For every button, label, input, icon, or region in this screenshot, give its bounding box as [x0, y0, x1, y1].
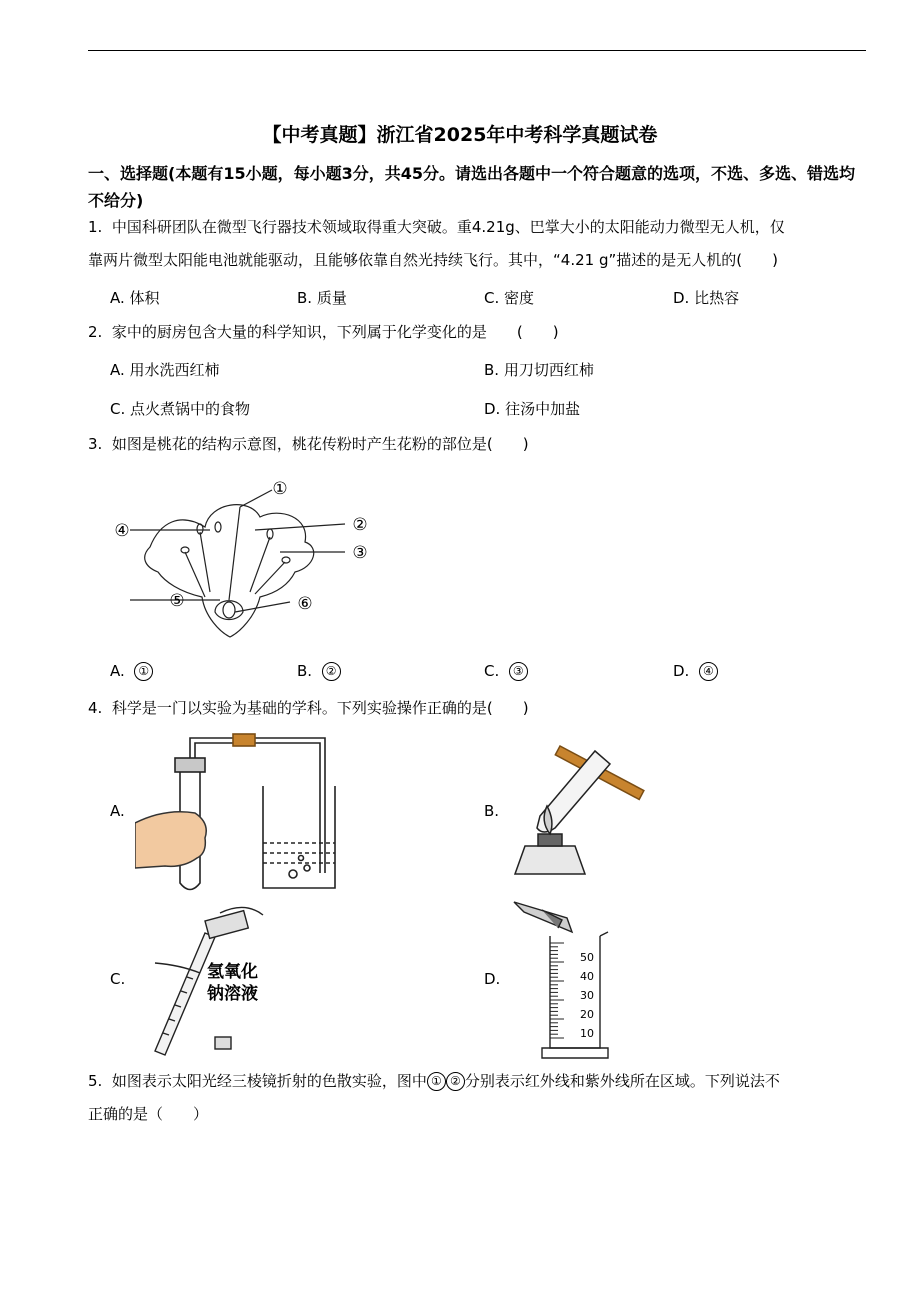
- peach-flower-diagram: [110, 472, 380, 642]
- q1-option-b[interactable]: B. 质量: [297, 289, 347, 307]
- q3-option-c-mark: ③: [509, 662, 528, 681]
- q2-option-c[interactable]: C. 点火煮锅中的食物: [110, 400, 251, 418]
- q3-option-b-mark: ②: [322, 662, 341, 681]
- q3-option-a-mark: ①: [134, 662, 153, 681]
- question-1: [88, 211, 873, 277]
- question-2: [88, 316, 873, 349]
- cylinder-label-10: 10: [580, 1027, 594, 1040]
- question-3-text: 如图是桃花的结构示意图，桃花传粉时产生花粉的部位是( ): [111, 435, 529, 453]
- q1-option-c[interactable]: C. 密度: [484, 289, 535, 307]
- q5-mark-2: ②: [446, 1072, 465, 1091]
- q4-option-a-label[interactable]: A.: [110, 802, 125, 820]
- q4-figure-b-heating: [505, 736, 653, 884]
- cylinder-label-50: 50: [580, 951, 594, 964]
- cylinder-tick-marks: [550, 943, 564, 1038]
- q4-figure-d-cylinder: [512, 898, 617, 1061]
- question-3-number: 3.: [88, 435, 103, 453]
- q4-c-label-1: 氢氧化: [207, 962, 258, 982]
- question-4-text: 科学是一门以实验为基础的学科。下列实验操作正确的是( ): [111, 699, 529, 717]
- q3-option-d-mark: ④: [699, 662, 718, 681]
- q5-mark-1: ①: [427, 1072, 446, 1091]
- flower-label-1: ①: [272, 479, 288, 499]
- question-1-text-1: 中国科研团队在微型飞行器技术领域取得重大突破。重4.21g、巴掌大小的太阳能动力微型无人机，仅: [111, 218, 785, 236]
- q4-option-d-label[interactable]: D.: [484, 970, 501, 988]
- page-title: 【中考真题】浙江省2025年中考科学真题试卷: [262, 124, 658, 146]
- q3-option-c-letter: C.: [484, 662, 500, 680]
- question-5-line-2: 正确的是（ ）: [88, 1105, 209, 1123]
- q3-option-c[interactable]: [484, 662, 528, 681]
- q4-figure-a-airtightness: [135, 728, 350, 896]
- question-5-number: 5.: [88, 1072, 103, 1090]
- q3-option-b[interactable]: [297, 662, 341, 681]
- question-1-line-2: 靠两片微型太阳能电池就能驱动，且能够依靠自然光持续飞行。其中，“4.21 g”描述的是无人机的( ): [88, 251, 778, 269]
- question-5-text-a: 如图表示太阳光经三棱镜折射的色散实验，图中: [111, 1072, 427, 1090]
- question-1-number: 1.: [88, 218, 103, 236]
- question-3: [88, 428, 873, 461]
- q2-option-d[interactable]: D. 往汤中加盐: [484, 400, 581, 418]
- q3-option-d-letter: D.: [673, 662, 690, 680]
- flower-label-2: ②: [352, 515, 368, 535]
- q3-option-b-letter: B.: [297, 662, 313, 680]
- q1-option-d[interactable]: D. 比热容: [673, 289, 740, 307]
- q3-option-a[interactable]: [110, 662, 153, 681]
- section-heading: 一、选择题(本题有15小题，每小题3分，共45分。请选出各题中一个符合题意的选项，不选、多选、错选均不给分): [88, 164, 855, 210]
- q2-option-a[interactable]: A. 用水洗西红柿: [110, 361, 220, 379]
- q1-option-a[interactable]: A. 体积: [110, 289, 160, 307]
- question-4-number: 4.: [88, 699, 103, 717]
- question-5-line-1: [88, 1065, 873, 1098]
- q3-option-a-letter: A.: [110, 662, 125, 680]
- flower-label-4: ④: [114, 521, 130, 541]
- question-1-line-1: [88, 211, 873, 244]
- flower-label-5: ⑤: [169, 591, 185, 611]
- q3-option-d[interactable]: [673, 662, 718, 681]
- flower-label-6: ⑥: [297, 594, 313, 614]
- q4-option-c-label[interactable]: C.: [110, 970, 126, 988]
- question-5-text-b: 分别表示红外线和紫外线所在区域。下列说法不: [464, 1072, 780, 1090]
- question-2-text: 家中的厨房包含大量的科学知识，下列属于化学变化的是 ( ): [111, 323, 559, 341]
- header-rule: [88, 50, 866, 51]
- q2-option-b[interactable]: B. 用刀切西红柿: [484, 361, 594, 379]
- question-4: [88, 692, 873, 725]
- q4-c-label-2: 钠溶液: [207, 984, 258, 1004]
- q4-figure-c-pouring: [145, 903, 275, 1058]
- question-5: [88, 1065, 873, 1131]
- cylinder-label-40: 40: [580, 970, 594, 983]
- cylinder-label-30: 30: [580, 989, 594, 1002]
- q4-option-b-label[interactable]: B.: [484, 802, 500, 820]
- flower-label-3: ③: [352, 543, 368, 563]
- cylinder-label-20: 20: [580, 1008, 594, 1021]
- question-2-number: 2.: [88, 323, 103, 341]
